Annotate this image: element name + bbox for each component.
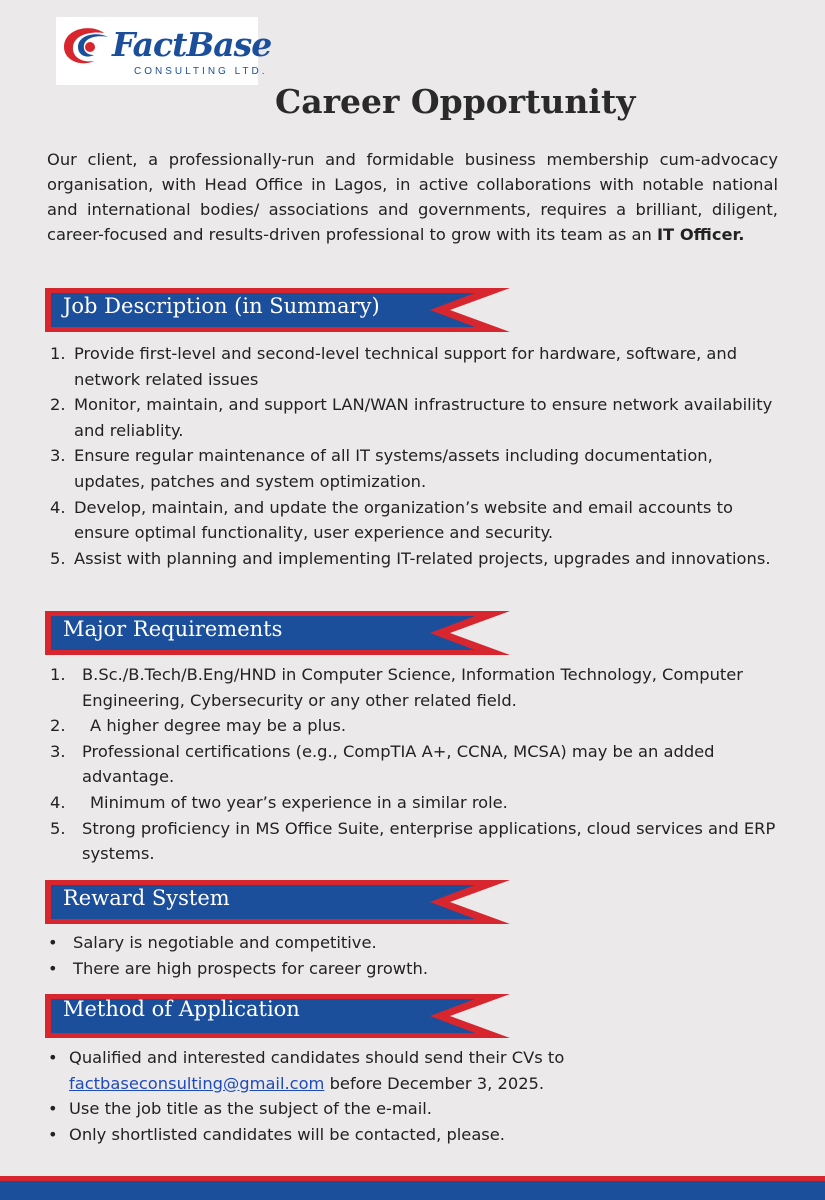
list-item: 4. Develop, maintain, and update the organization’s website and email accounts to ensure optimal functionality, user experience and security. (50, 497, 733, 543)
list-item: 3. Professional certifications (e.g., CompTIA A+, CCNA, MCSA) may be an added advantage. (50, 741, 715, 787)
logo-name: FactBase (112, 25, 272, 64)
requirements-list (50, 662, 780, 867)
list-item: 2. Monitor, maintain, and support LAN/WAN infrastructure to ensure network availability and reliablity. (50, 395, 773, 440)
intro-text: Our client, a professionally-run and formidable business membership cum-advocacy organisation, with Head Office in Lagos, in active collaborations with notable national and international bodies/ associations and governments, requires a brilliant, diligent, career-focused and results-driven professional to grow with its team as an (47, 150, 778, 244)
intro-paragraph (47, 147, 778, 247)
list-item: 4. Minimum of two year’s experience in a similar role. (50, 792, 508, 812)
section-title: Reward System (63, 886, 230, 910)
section-title: Method of Application (63, 997, 300, 1021)
company-logo (56, 17, 272, 85)
bullet-icon: • (48, 933, 58, 952)
section-header-reward (45, 880, 515, 924)
list-item: 2. A higher degree may be a plus. (50, 716, 347, 736)
method-text: Qualified and interested candidates should send their CVs to (69, 1048, 565, 1067)
logo-swirl-icon (60, 25, 116, 69)
list-item (48, 1045, 778, 1096)
bullet-icon: • (48, 1124, 58, 1144)
intro-role: IT Officer. (657, 225, 745, 244)
list-item: 1. B.Sc./B.Tech/B.Eng/HND in Computer Science, Information Technology, Computer Engineering, Cybersecurity or any other related field. (50, 665, 743, 710)
bullet-icon: • (48, 1099, 58, 1119)
page-title: Career Opportunity (275, 82, 636, 121)
method-deadline: before December 3, 2025. (324, 1073, 545, 1093)
bullet-icon: • (48, 958, 58, 978)
list-item: 5. Assist with planning and implementing IT-related projects, upgrades and innovations. (50, 548, 771, 568)
logo-subtitle: CONSULTING LTD. (134, 66, 268, 77)
section-header-requirements (45, 611, 515, 655)
bullet-icon: • (48, 1048, 58, 1067)
reward-list (48, 930, 778, 981)
list-item: 3. Ensure regular maintenance of all IT systems/assets including documentation, updates, patches and system optimization. (50, 446, 713, 491)
list-item: 1. Provide first-level and second-level technical support for hardware, software, and network related issues (50, 344, 738, 389)
list-item: • Only shortlisted candidates will be contacted, please. (48, 1122, 778, 1148)
list-item: • Use the job title as the subject of the e-mail. (48, 1096, 778, 1122)
footer-bar (0, 1176, 825, 1200)
list-item: • Salary is negotiable and competitive. (48, 930, 778, 956)
email-link[interactable]: factbaseconsulting@gmail.com (69, 1073, 325, 1093)
section-title: Job Description (in Summary) (63, 294, 380, 318)
section-header-method (45, 994, 515, 1038)
list-item: 5. Strong proficiency in MS Office Suite, enterprise applications, cloud services and ERP systems. (50, 818, 776, 864)
section-header-job-description (45, 288, 515, 332)
section-title: Major Requirements (63, 617, 283, 641)
job-description-list (50, 341, 780, 571)
list-item: • There are high prospects for career growth. (48, 956, 778, 982)
method-list (48, 1045, 778, 1147)
